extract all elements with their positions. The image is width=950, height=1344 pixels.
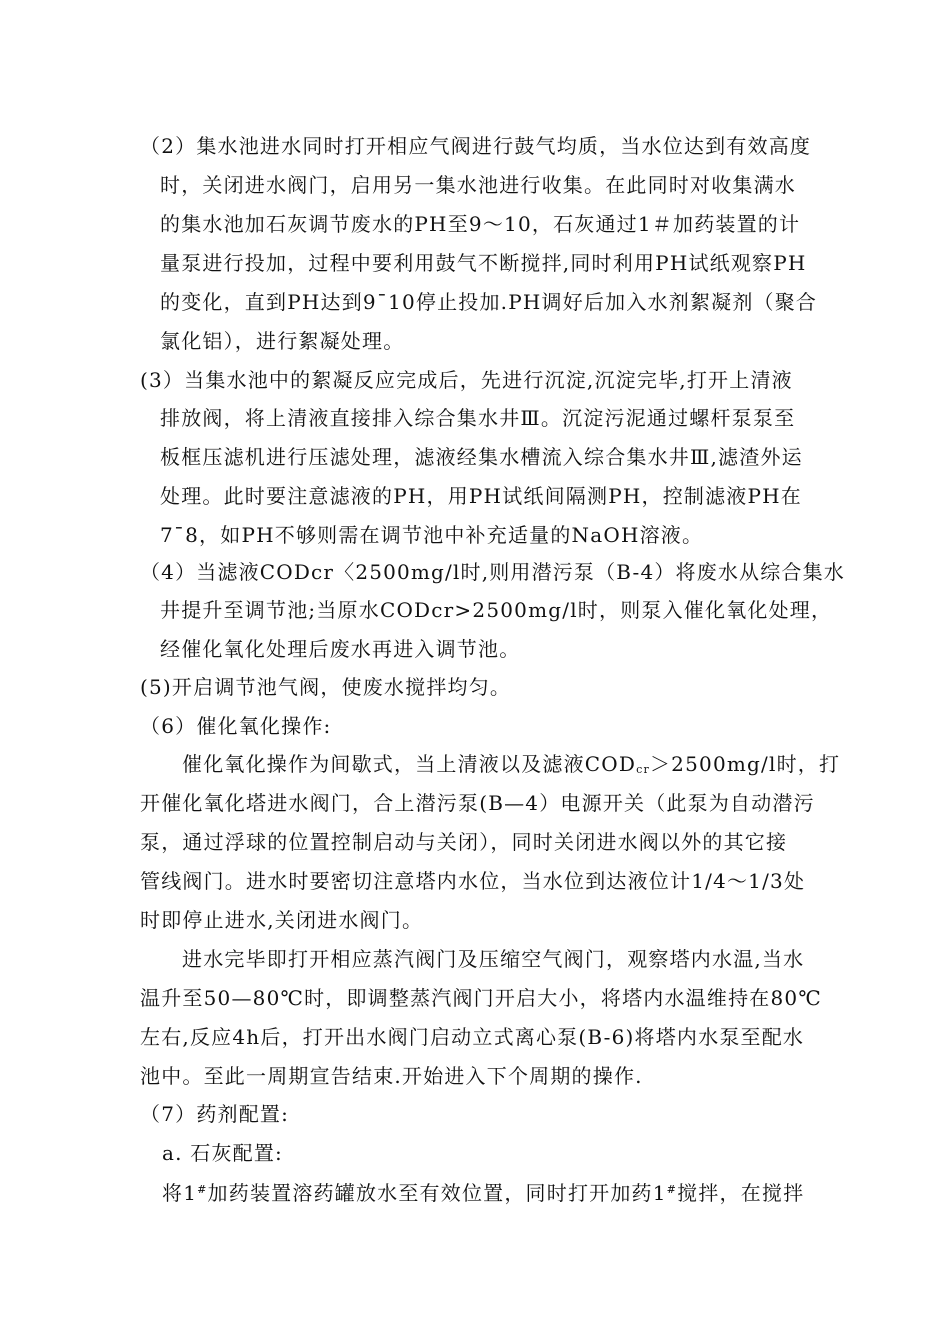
- text-line: 温升至50—80℃时，即调整蒸汽阀门开启大小，将塔内水温维持在80℃: [140, 986, 822, 1010]
- text-line: 经催化氧化处理后废水再进入调节池。: [160, 637, 521, 661]
- text-line: 排放阀，将上清液直接排入综合集水井Ⅲ。沉淀污泥通过螺杆泵泵至: [160, 406, 796, 430]
- text-line: 左右,反应4h后，打开出水阀门启动立式离心泵(B-6)将塔内水泵至配水: [140, 1025, 805, 1049]
- text-line: 量泵进行投加，过程中要利用鼓气不断搅拌,同时利用PH试纸观察PH: [160, 251, 807, 275]
- text-line: 催化氧化操作为间歇式，当上清液以及滤液$COD_{cr}>2500mg/l$时，打: [182, 752, 841, 776]
- text-line: 的变化，直到PH达到9¯10停止投加.PH调好后加入水剂絮凝剂（聚合: [160, 290, 818, 314]
- subscript-cr: cr: [636, 763, 650, 776]
- text-line: 进水完毕即打开相应蒸汽阀门及压缩空气阀门，观察塔内水温,当水: [182, 947, 805, 971]
- text-line: 泵，通过浮球的位置控制启动与关闭），同时关闭进水阀以外的其它接: [140, 830, 788, 854]
- text-line: 氯化铝），进行絮凝处理。: [160, 329, 405, 353]
- text-line: （4）当滤液CODcr〈2500mg/l时,则用潜污泵（B-4）将废水从综合集水: [140, 560, 845, 584]
- text-line: 板框压滤机进行压滤处理，滤液经集水槽流入综合集水井Ⅲ,滤渣外运: [160, 445, 803, 469]
- subheading-lime-preparation: a. 石灰配置:: [162, 1141, 283, 1165]
- text-line: （2）集水池进水同时打开相应气阀进行鼓气均质，当水位达到有效高度: [140, 134, 812, 158]
- text-line: 开催化氧化塔进水阀门，合上潜污泵(B—4）电源开关（此泵为自动潜污: [140, 791, 815, 815]
- section-heading-reagent-preparation: （7）药剂配置:: [140, 1102, 290, 1126]
- text-line: 管线阀门。进水时要密切注意塔内水位，当水位到达液位计1/4～1/3处: [140, 869, 806, 893]
- superscript-hash: #: [197, 1183, 208, 1196]
- text-line: 7¯8，如PH不够则需在调节池中补充适量的NaOH溶液。: [160, 523, 704, 547]
- text-line: 时即停止进水,关闭进水阀门。: [140, 908, 424, 932]
- text-line: 池中。至此一周期宣告结束.开始进入下个周期的操作.: [140, 1064, 643, 1088]
- section-heading-catalytic-oxidation: （6）催化氧化操作:: [140, 714, 332, 738]
- paragraph-lime-preparation: 将1#加药装置溶药罐放水至有效位置，同时打开加药1#搅拌，在搅拌: [162, 1181, 805, 1205]
- paragraph-step-5: (5)开启调节池气阀，使废水搅拌均匀。: [140, 675, 512, 699]
- text-line: (3）当集水池中的絮凝反应完成后，先进行沉淀,沉淀完毕,打开上清液: [140, 368, 793, 392]
- text-line: 的集水池加石灰调节废水的PH至9～10，石灰通过1＃加药装置的计: [160, 212, 801, 236]
- text-line: 处理。此时要注意滤液的PH，用PH试纸间隔测PH，控制滤液PH在: [160, 484, 802, 508]
- text-line: 时，关闭进水阀门，启用另一集水池进行收集。在此同时对收集满水: [160, 173, 796, 197]
- superscript-hash: #: [666, 1183, 678, 1196]
- text-line: 井提升至调节池;当原水CODcr>2500mg/l时，则泵入催化氧化处理，: [160, 598, 833, 622]
